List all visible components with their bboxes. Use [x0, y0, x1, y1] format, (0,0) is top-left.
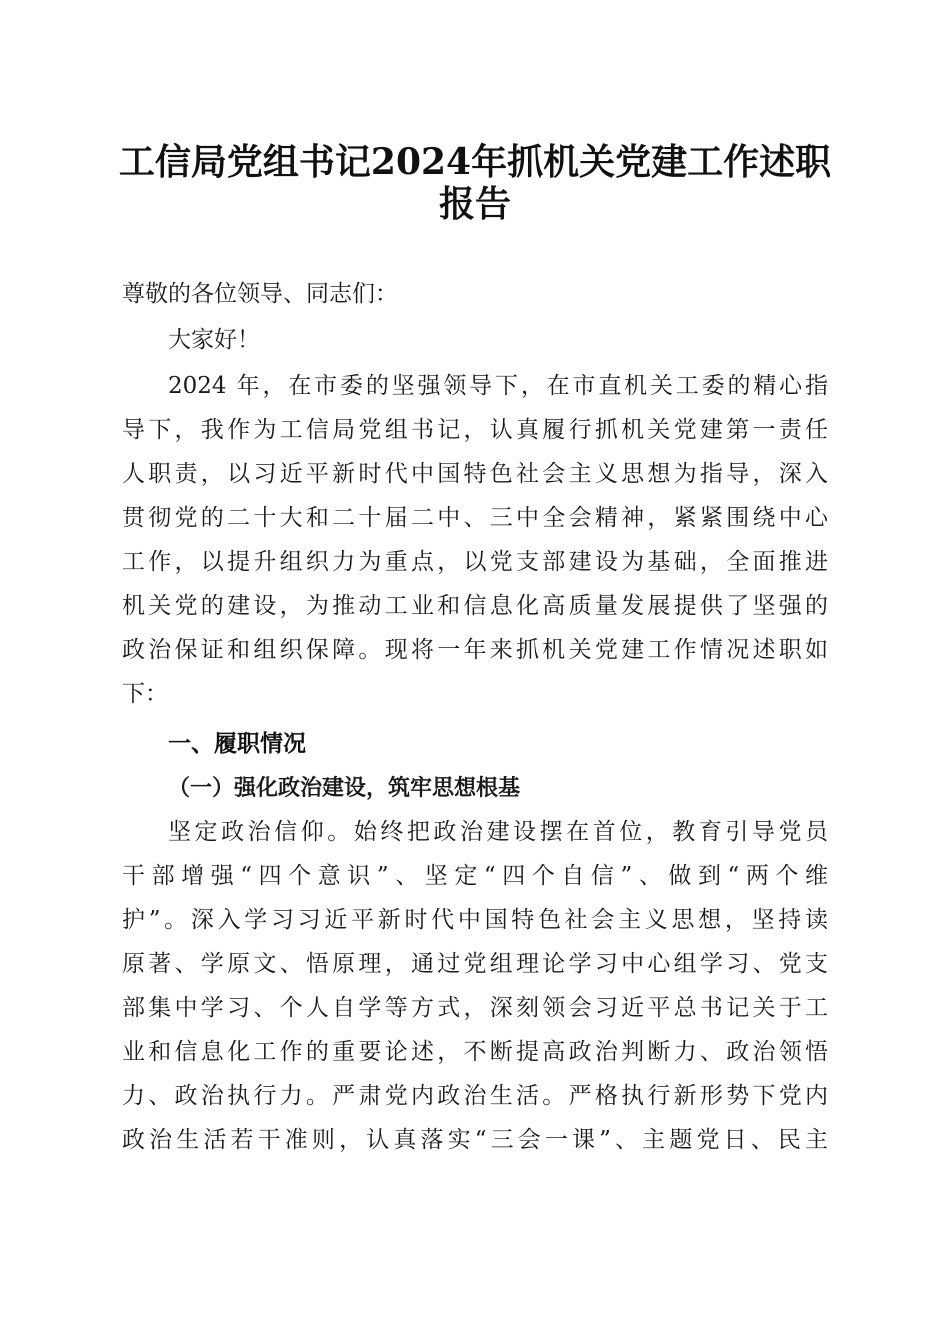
salutation: 尊敬的各位领导、同志们：	[122, 281, 398, 307]
paragraph-line: 力、政治执行力。严肃党内政治生活。严格执行新形势下党内	[122, 1083, 828, 1109]
intro-line: 贯彻党的二十大和二十届二中、三中全会精神，紧紧围绕中心	[122, 505, 828, 531]
paragraph-line: 坚定政治信仰。始终把政治建设摆在首位，教育引导党员	[168, 819, 828, 845]
section-heading: 一、履职情况	[168, 731, 306, 757]
paragraph-line: 部集中学习、个人自学等方式，深刻领会习近平总书记关于工	[122, 995, 828, 1021]
subsection-heading: （一）强化政治建设，筑牢思想根基	[168, 775, 521, 801]
intro-line: 工作，以提升组织力为重点，以党支部建设为基础，全面推进	[122, 549, 828, 575]
intro-line: 2024 年，在市委的坚强领导下，在市直机关工委的精心指	[168, 373, 828, 399]
paragraph-line: 业和信息化工作的重要论述，不断提高政治判断力、政治领悟	[122, 1039, 828, 1065]
document-title-line-1: 工信局党组书记2024年抓机关党建工作述职	[118, 141, 832, 183]
paragraph-line: 政治生活若干准则，认真落实“三会一课”、主题党日、民主	[122, 1127, 828, 1153]
intro-line: 人职责，以习近平新时代中国特色社会主义思想为指导，深入	[122, 461, 828, 487]
document-title-line-2: 报告	[438, 183, 511, 225]
paragraph-line: 护”。深入学习习近平新时代中国特色社会主义思想，坚持读	[122, 907, 828, 933]
intro-line: 导下，我作为工信局党组书记，认真履行抓机关党建第一责任	[122, 417, 828, 443]
greeting: 大家好！	[168, 327, 260, 353]
paragraph-line: 原著、学原文、悟原理，通过党组理论学习中心组学习、党支	[122, 951, 828, 977]
intro-line: 政治保证和组织保障。现将一年来抓机关党建工作情况述职如	[122, 637, 828, 663]
intro-line: 下：	[122, 681, 168, 707]
intro-line: 机关党的建设，为推动工业和信息化高质量发展提供了坚强的	[122, 593, 828, 619]
paragraph-line: 干部增强“四个意识”、坚定“四个自信”、做到“两个维	[122, 863, 828, 889]
